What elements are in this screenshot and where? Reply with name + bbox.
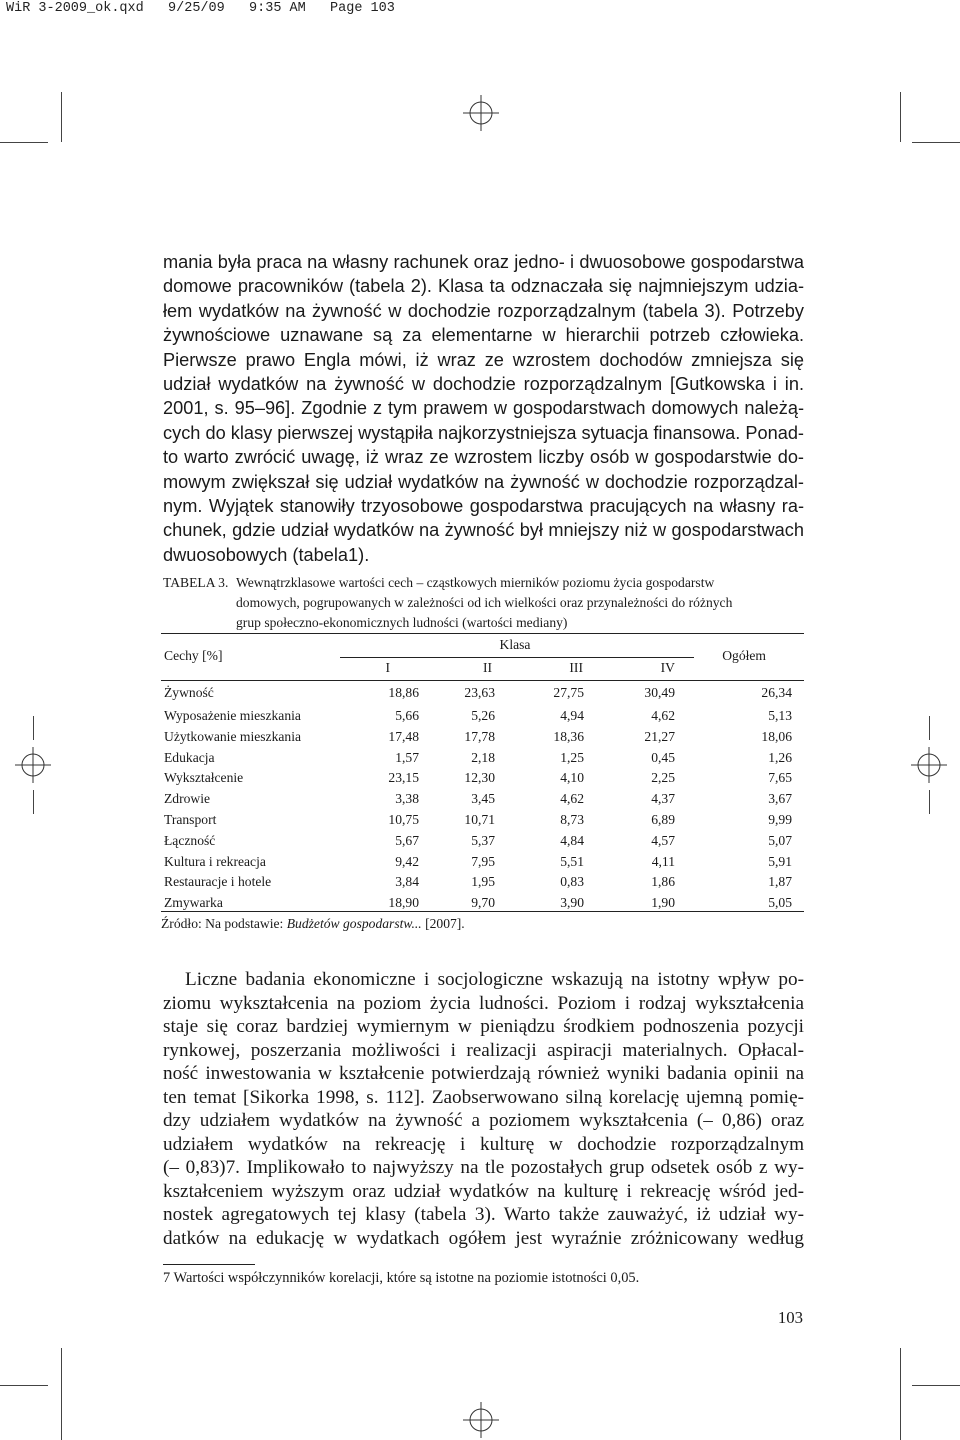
- cell-total: 5,91: [768, 853, 792, 869]
- row-label: Wyposażenie mieszkania: [164, 708, 301, 723]
- cell-total: 5,05: [768, 895, 792, 911]
- crop-mark: [929, 716, 930, 740]
- registration-mark-icon: [911, 747, 947, 783]
- text-line: kształceniem wyższym oraz udział wydatków na kulturę i rekreację wśród jed-: [163, 1180, 804, 1202]
- cell-value: 5,37: [471, 832, 495, 848]
- text-line: udziałem wydatków na rekreację i kulturę w dochodzie rozporządzalnym: [163, 1133, 804, 1155]
- cell-total: 18,06: [761, 728, 792, 744]
- text-line: nostek agregatowych tej klasy (tabela 3). Warto także zauważyć, iż udział wy-: [163, 1204, 804, 1225]
- table-caption-label: TABELA 3.: [163, 575, 229, 590]
- registration-mark-icon: [463, 1402, 499, 1438]
- cell-value: 10,71: [464, 811, 495, 827]
- text-line: to warto zwrócić uwagę, iż wraz ze wzrostem liczby osób w gospodarstwie do-: [163, 447, 804, 468]
- text-line: staje się coraz bardziej wymiernym w pieniądzu środkiem podnoszenia pozycji: [163, 1016, 804, 1037]
- registration-mark-icon: [463, 95, 499, 131]
- cell-total: 5,13: [768, 708, 792, 723]
- column-header-total: Ogółem: [722, 648, 766, 664]
- cell-value: 17,78: [464, 728, 495, 744]
- table-row: [161, 852, 804, 873]
- table-source-note: [161, 916, 465, 932]
- row-label: Użytkowanie mieszkania: [164, 728, 302, 744]
- cell-total: 5,07: [768, 832, 792, 848]
- table-row: [161, 810, 804, 831]
- cell-value: 23,63: [464, 684, 495, 700]
- table-row: [161, 727, 804, 748]
- crop-mark: [0, 1385, 48, 1386]
- table-row: [161, 831, 804, 852]
- source-prefix: Źródło: Na podstawie:: [161, 916, 287, 931]
- cell-value: 4,57: [651, 832, 675, 848]
- file-slug: WiR 3-2009_ok.qxd 9/25/09 9:35 AM Page 103: [6, 1, 395, 16]
- cell-total: 26,34: [761, 684, 792, 700]
- cell-value: 5,51: [560, 853, 584, 869]
- text-line: Pierwsze prawo Engla mówi, iż wraz ze wzrostem dochodów zmniejsza się: [163, 349, 804, 370]
- row-label: Żywność: [164, 684, 214, 700]
- body-paragraph-2: [163, 968, 804, 1250]
- text-line: łem wydatków na żywność w dochodzie rozporządzalnym (tabela 3). Potrzeby: [163, 300, 804, 321]
- cell-value: 4,11: [651, 853, 675, 869]
- text-line: mania była praca na własny rachunek oraz jedno- i dwuosobowe gospodarstwa: [163, 252, 804, 272]
- cell-value: 2,18: [471, 749, 495, 765]
- cell-value: 18,90: [388, 895, 419, 911]
- caption-line: grup społeczno-ekonomicznych ludności (wartości mediany): [236, 615, 568, 630]
- crop-mark: [61, 92, 62, 142]
- column-header-class: IV: [660, 660, 675, 676]
- text-line: ten temat [Sikorka 1998, s. 112]. Zaobserwowano silną korelację ujemną pomię-: [163, 1086, 804, 1108]
- text-line: żywnościowe uznawane są za elementarne w hierarchii potrzeb człowieka.: [163, 325, 804, 346]
- cell-value: 3,38: [395, 791, 419, 807]
- caption-line: domowych, pogrupowanych w zależności od ich wielkości oraz przynależności do różnych: [236, 595, 733, 610]
- crop-mark: [61, 1348, 62, 1440]
- table-row: [161, 706, 804, 727]
- page-number: 103: [777, 1308, 803, 1327]
- row-label: Transport: [164, 811, 217, 827]
- row-label: Łączność: [164, 832, 216, 848]
- text-line: ziomu wykształcenia na poziom życia ludności. Poziom i rodzaj wykształcenia: [163, 992, 804, 1014]
- cell-value: 21,27: [644, 728, 675, 744]
- row-label: Kultura i rekreacja: [164, 853, 266, 869]
- cell-value: 2,25: [651, 770, 675, 786]
- cell-value: 1,25: [560, 749, 584, 765]
- text-line: 2001, s. 95–96]. Zgodnie z tym prawem w gospodarstwach domowych należą-: [163, 398, 804, 419]
- text-line: domowe pracowników (tabela 2). Klasa ta odznaczała się najmniejszym udzia-: [163, 276, 804, 297]
- footnote: [163, 1270, 639, 1287]
- text-line: Liczne badania ekonomiczne i socjologiczne wskazują na istotny wpływ po-: [185, 969, 804, 990]
- cell-value: 9,42: [395, 853, 419, 869]
- table-row: [161, 872, 804, 893]
- row-label: Restauracje i hotele: [164, 874, 272, 890]
- table-row: [161, 680, 804, 706]
- text-line: (– 0,83)7. Implikowało to najwyższy na tle pozostałych grup odsetek osób z wy-: [163, 1157, 804, 1178]
- cell-total: 9,99: [768, 811, 792, 827]
- cell-value: 8,73: [560, 811, 584, 827]
- cell-value: 6,89: [651, 811, 675, 827]
- cell-total: 7,65: [768, 770, 792, 786]
- cell-value: 30,49: [644, 684, 675, 700]
- cell-value: 12,30: [464, 770, 495, 786]
- crop-mark: [900, 1348, 901, 1440]
- table-row: [161, 893, 804, 914]
- crop-mark: [900, 92, 901, 142]
- cell-value: 1,57: [395, 749, 419, 765]
- footnote-text: Wartości współczynników korelacji, które są istotne na poziomie istotności 0,05.: [170, 1270, 640, 1286]
- cell-value: 5,26: [471, 708, 495, 723]
- body-paragraph-1: [163, 250, 804, 567]
- text-line: nym. Wyjątek stanowiły trzyosobowe gospodarstwa pracujących na własny ra-: [163, 495, 804, 516]
- footnote-rule: [163, 1264, 255, 1265]
- cell-value: 18,36: [553, 728, 584, 744]
- cell-value: 1,90: [651, 895, 675, 911]
- text-line: cych do klasy pierwszej wystąpiła najkorzystniejsza sytuacja finansowa. Ponad-: [163, 422, 804, 443]
- cell-total: 1,87: [768, 874, 792, 890]
- text-line: rynkowej, poszerzania możliwości i realizacji aspiracji materialnych. Opłacal-: [163, 1039, 804, 1061]
- cell-value: 4,84: [560, 832, 584, 848]
- column-header-feature: Cechy [%]: [164, 648, 223, 664]
- cell-total: 3,67: [768, 791, 792, 807]
- caption-line: Wewnątrzklasowe wartości cech – cząstkowych mierników poziomu życia gospodarstw: [236, 575, 715, 590]
- source-title: Budżetów gospodarstw...: [286, 916, 422, 931]
- crop-mark: [33, 790, 34, 814]
- table-row: [161, 768, 804, 789]
- row-label: Zdrowie: [164, 791, 211, 807]
- data-table: [161, 633, 804, 914]
- cell-value: 4,94: [560, 708, 584, 723]
- cell-value: 5,67: [395, 832, 419, 848]
- row-label: Zmywarka: [164, 895, 223, 911]
- cell-value: 10,75: [388, 811, 419, 827]
- cell-value: 17,48: [388, 728, 419, 744]
- column-header-class: I: [385, 660, 390, 676]
- crop-mark: [912, 142, 960, 143]
- text-line: mowym zwiększał się udział wydatków na żywność w dochodzie rozporządzal-: [163, 471, 804, 492]
- text-line: dwuosobowych (tabela1).: [163, 544, 370, 565]
- crop-mark: [929, 790, 930, 814]
- cell-value: 4,62: [651, 708, 675, 723]
- text-line: datków na edukację w wydatkach ogółem jest wyraźnie zróżnicowany według: [163, 1227, 804, 1249]
- table-caption-text: [236, 573, 804, 633]
- crop-mark: [0, 142, 48, 143]
- cell-value: 23,15: [388, 770, 419, 786]
- row-label: Edukacja: [164, 749, 215, 765]
- cell-value: 1,95: [471, 874, 495, 890]
- cell-value: 3,84: [395, 874, 419, 890]
- cell-value: 3,45: [471, 791, 495, 807]
- cell-value: 27,75: [553, 684, 584, 700]
- cell-value: 18,86: [388, 684, 419, 700]
- cell-value: 0,45: [651, 749, 675, 765]
- cell-value: 4,62: [560, 791, 584, 807]
- column-header-class: III: [569, 660, 583, 676]
- row-label: Wykształcenie: [164, 770, 244, 786]
- crop-mark: [912, 1385, 960, 1386]
- footnote-mark: 7: [163, 1270, 171, 1286]
- source-suffix: [2007].: [421, 916, 465, 931]
- cell-value: 4,37: [651, 791, 675, 807]
- cell-total: 1,26: [768, 749, 792, 765]
- cell-value: 1,86: [651, 874, 675, 890]
- text-line: udział wydatków na żywność w dochodzie rozporządzalnym [Gutkowska i in.: [163, 373, 804, 394]
- column-header-class-group: Klasa: [499, 636, 531, 652]
- cell-value: 5,66: [395, 708, 419, 723]
- text-line: dzy udziałem wydatków na żywność a poziomem wykształcenia (– 0,86) oraz: [163, 1110, 804, 1131]
- crop-mark: [33, 716, 34, 740]
- cell-value: 3,90: [560, 895, 584, 911]
- cell-value: 0,83: [560, 874, 584, 890]
- table-row: [161, 789, 804, 810]
- text-line: ność inwestowania w kształcenie potwierdzają również wyniki badania opinii na: [163, 1063, 804, 1084]
- cell-value: 9,70: [471, 895, 495, 911]
- cell-value: 7,95: [471, 853, 495, 869]
- cell-value: 4,10: [560, 770, 584, 786]
- registration-mark-icon: [15, 747, 51, 783]
- column-header-class: II: [482, 660, 492, 676]
- table-row: [161, 748, 804, 769]
- text-line: chunek, gdzie udział wydatków na żywność był mniejszy niż w gospodarstwach: [163, 520, 804, 541]
